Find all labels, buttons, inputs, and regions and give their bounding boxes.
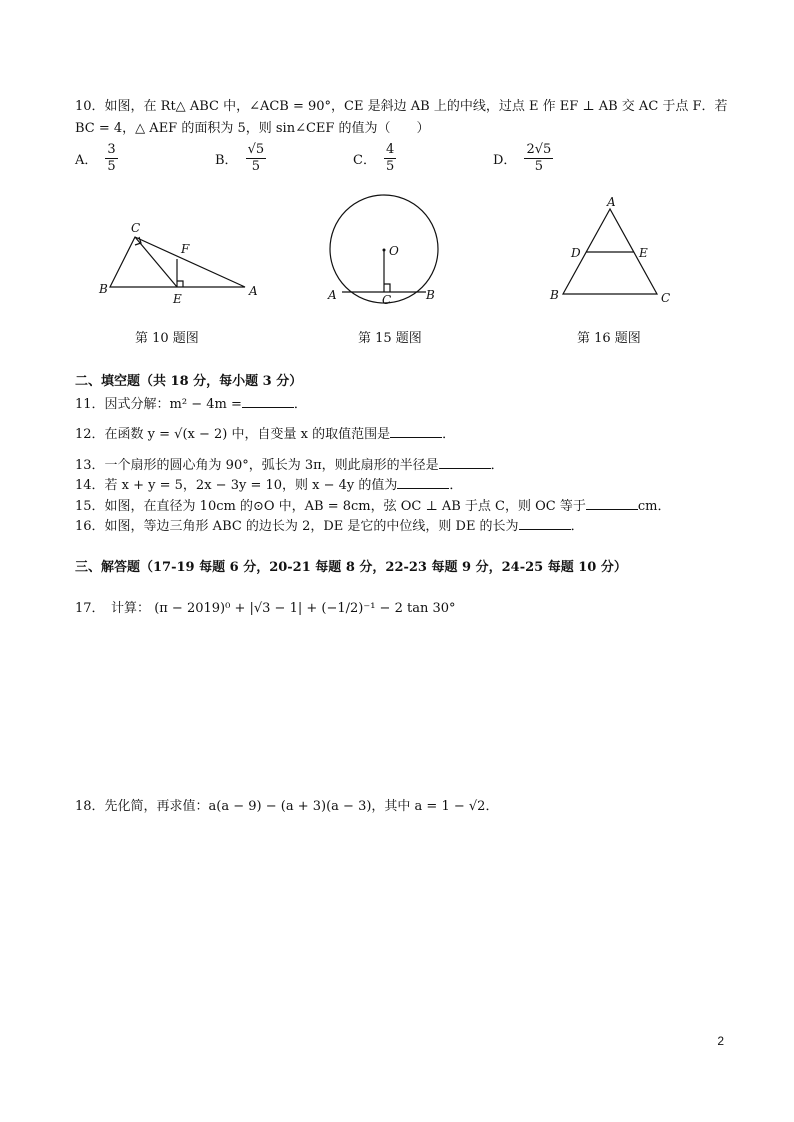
option-b[interactable] — [215, 142, 266, 175]
option-b-num: √5 — [247, 142, 265, 157]
option-c-fraction — [384, 142, 396, 175]
figure-15 — [320, 192, 450, 312]
fig10-label-f: F — [181, 242, 190, 256]
fig16-label-c: C — [661, 291, 671, 305]
q12-end: ． — [442, 427, 456, 442]
q14-text: 14．若 x + y = 5，2x − 3y = 10，则 x − 4y 的值为 — [75, 478, 398, 493]
fig16-label-e: E — [639, 246, 648, 260]
q10-line1: 10．如图，在 Rt△ ABC 中，∠ACB = 90°，CE 是斜边 AB 上的中线，过点 E 作 EF ⊥ AB 交 AC 于点 F．若 — [75, 99, 728, 114]
q15-blank[interactable] — [586, 497, 638, 510]
option-d[interactable] — [493, 142, 553, 175]
fig10-triangle — [110, 237, 245, 287]
fig15-label-o: O — [389, 244, 399, 258]
q11-blank[interactable] — [242, 395, 294, 408]
fig15-label-c: C — [382, 293, 392, 307]
question-10 — [75, 96, 728, 140]
option-a-fraction — [105, 142, 117, 175]
q13-end: ． — [490, 458, 504, 473]
fig10-label-c: C — [131, 221, 141, 235]
q17-expression: (π − 2019)⁰ + |√3 − 1| + (−1/2)⁻¹ − 2 tan 30° — [154, 601, 456, 616]
q10-line2: BC = 4，△ AEF 的面积为 5，则 sin∠CEF 的值为（ ） — [75, 121, 430, 136]
question-18: 18．先化简，再求值：a(a − 9) − (a + 3)(a − 3)，其中 a = 1 − √2． — [75, 799, 499, 814]
fig16-caption: 第 16 题图 — [577, 331, 641, 346]
q15-text: 15．如图，在直径为 10cm 的⊙O 中，AB = 8cm，弦 OC ⊥ AB 于点 C，则 OC 等于 — [75, 499, 586, 514]
question-13 — [75, 454, 504, 473]
fig10-label-b: B — [99, 282, 108, 296]
q13-blank[interactable] — [439, 456, 491, 469]
question-15 — [75, 495, 670, 514]
question-14 — [75, 474, 462, 493]
q13-text: 13．一个扇形的圆心角为 90°，弧长为 3π，则此扇形的半径是 — [75, 458, 439, 473]
q10-options — [75, 142, 735, 182]
option-a-letter: A． — [75, 153, 98, 168]
option-d-letter: D． — [493, 153, 517, 168]
question-17 — [75, 597, 456, 616]
question-12 — [75, 423, 455, 442]
q14-blank[interactable] — [397, 476, 449, 489]
option-c-letter: C． — [353, 153, 376, 168]
fig15-label-b: B — [426, 288, 435, 302]
q12-blank[interactable] — [390, 425, 442, 438]
q16-blank[interactable] — [519, 517, 571, 530]
figure-16 — [545, 195, 675, 310]
question-16 — [75, 515, 584, 534]
figure-10 — [95, 215, 265, 310]
option-d-num: 2√5 — [526, 142, 552, 157]
option-c[interactable] — [353, 142, 396, 175]
fig10-caption: 第 10 题图 — [135, 331, 199, 346]
option-b-fraction — [246, 142, 267, 175]
q16-end: ． — [570, 519, 584, 534]
q14-end: ． — [449, 478, 463, 493]
section-3-title: 三、解答题（17-19 每题 6 分，20-21 每题 8 分，22-23 每题 9 分，24-25 每题 10 分） — [75, 560, 627, 575]
q15-end: cm． — [637, 499, 671, 514]
fig16-label-a: A — [607, 195, 616, 209]
page-number: 2 — [717, 1034, 724, 1048]
option-a-den: 5 — [107, 159, 116, 174]
q12-text: 12．在函数 y = √(x − 2) 中，自变量 x 的取值范围是 — [75, 427, 391, 442]
option-d-fraction — [524, 142, 553, 175]
question-11 — [75, 393, 307, 412]
q11-text: 11．因式分解：m² − 4m = — [75, 397, 242, 412]
q16-text: 16．如图，等边三角形 ABC 的边长为 2，DE 是它的中位线，则 DE 的长为 — [75, 519, 519, 534]
fig16-label-b: B — [550, 288, 559, 302]
q17-label: 17． 计算： — [75, 601, 151, 616]
fig16-label-d: D — [571, 246, 581, 260]
fig10-label-e: E — [173, 292, 182, 306]
fig10-label-a: A — [249, 284, 258, 298]
section-2-title: 二、填空题（共 18 分，每小题 3 分） — [75, 374, 303, 389]
fig15-caption: 第 15 题图 — [358, 331, 422, 346]
option-a[interactable] — [75, 142, 118, 175]
option-d-den: 5 — [534, 159, 543, 174]
q11-end: ． — [293, 397, 307, 412]
fig15-label-a: A — [328, 288, 337, 302]
option-a-num: 3 — [107, 142, 116, 157]
option-b-letter: B． — [215, 153, 238, 168]
option-c-den: 5 — [385, 159, 395, 174]
option-b-den: 5 — [251, 159, 260, 174]
option-c-num: 4 — [385, 142, 395, 157]
fig15-center-dot — [383, 249, 386, 252]
